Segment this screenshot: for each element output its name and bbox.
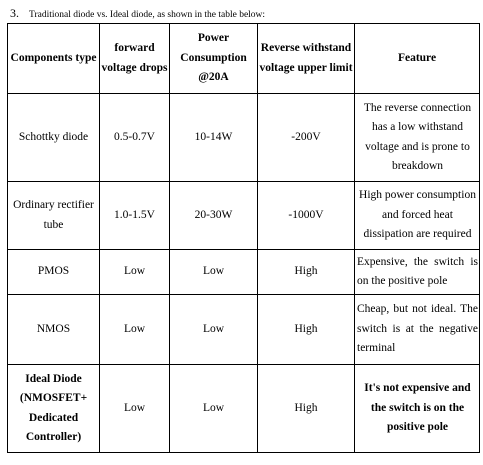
table-row [8, 365, 480, 453]
cell-forward-voltage-drop: Low [100, 365, 170, 453]
comparison-table [7, 23, 480, 453]
cell-feature: Cheap, but not ideal. The switch is at the negative terminal [355, 295, 480, 365]
header-reverse-voltage-limit: Reverse withstand voltage upper limit [258, 24, 355, 94]
caption-number: 3. [10, 6, 19, 20]
cell-reverse-voltage-limit: -200V [258, 94, 355, 182]
cell-reverse-voltage-limit: High [258, 295, 355, 365]
cell-reverse-voltage-limit: High [258, 365, 355, 453]
cell-power-consumption: 20-30W [170, 182, 258, 250]
cell-reverse-voltage-limit: -1000V [258, 182, 355, 250]
cell-power-consumption: Low [170, 365, 258, 453]
header-power-consumption: Power Consumption @20A [170, 24, 258, 94]
table-row [8, 182, 480, 250]
cell-power-consumption: Low [170, 295, 258, 365]
cell-feature: Expensive, the switch is on the positive pole [355, 250, 480, 295]
cell-feature: High power consumption and forced heat dissipation are required [355, 182, 480, 250]
cell-component: Ordinary rectifier tube [8, 182, 100, 250]
cell-component: Ideal Diode (NMOSFET+ Dedicated Controller) [8, 365, 100, 453]
table-row [8, 250, 480, 295]
cell-component: Schottky diode [8, 94, 100, 182]
header-components-type: Components type [8, 24, 100, 94]
table-header-row [8, 24, 480, 94]
table-row [8, 94, 480, 182]
cell-feature: It's not expensive and the switch is on the positive pole [355, 365, 480, 453]
table-row [8, 295, 480, 365]
caption-text: Traditional diode vs. Ideal diode, as shown in the table below: [29, 10, 266, 20]
cell-power-consumption: Low [170, 250, 258, 295]
cell-component: NMOS [8, 295, 100, 365]
cell-forward-voltage-drop: Low [100, 250, 170, 295]
cell-forward-voltage-drop: 0.5-0.7V [100, 94, 170, 182]
cell-reverse-voltage-limit: High [258, 250, 355, 295]
header-forward-voltage-drops: forward voltage drops [100, 24, 170, 94]
cell-forward-voltage-drop: Low [100, 295, 170, 365]
cell-power-consumption: 10-14W [170, 94, 258, 182]
header-feature: Feature [355, 24, 480, 94]
cell-forward-voltage-drop: 1.0-1.5V [100, 182, 170, 250]
cell-feature: The reverse connection has a low withstand voltage and is prone to breakdown [355, 94, 480, 182]
table-caption [10, 6, 265, 22]
cell-component: PMOS [8, 250, 100, 295]
